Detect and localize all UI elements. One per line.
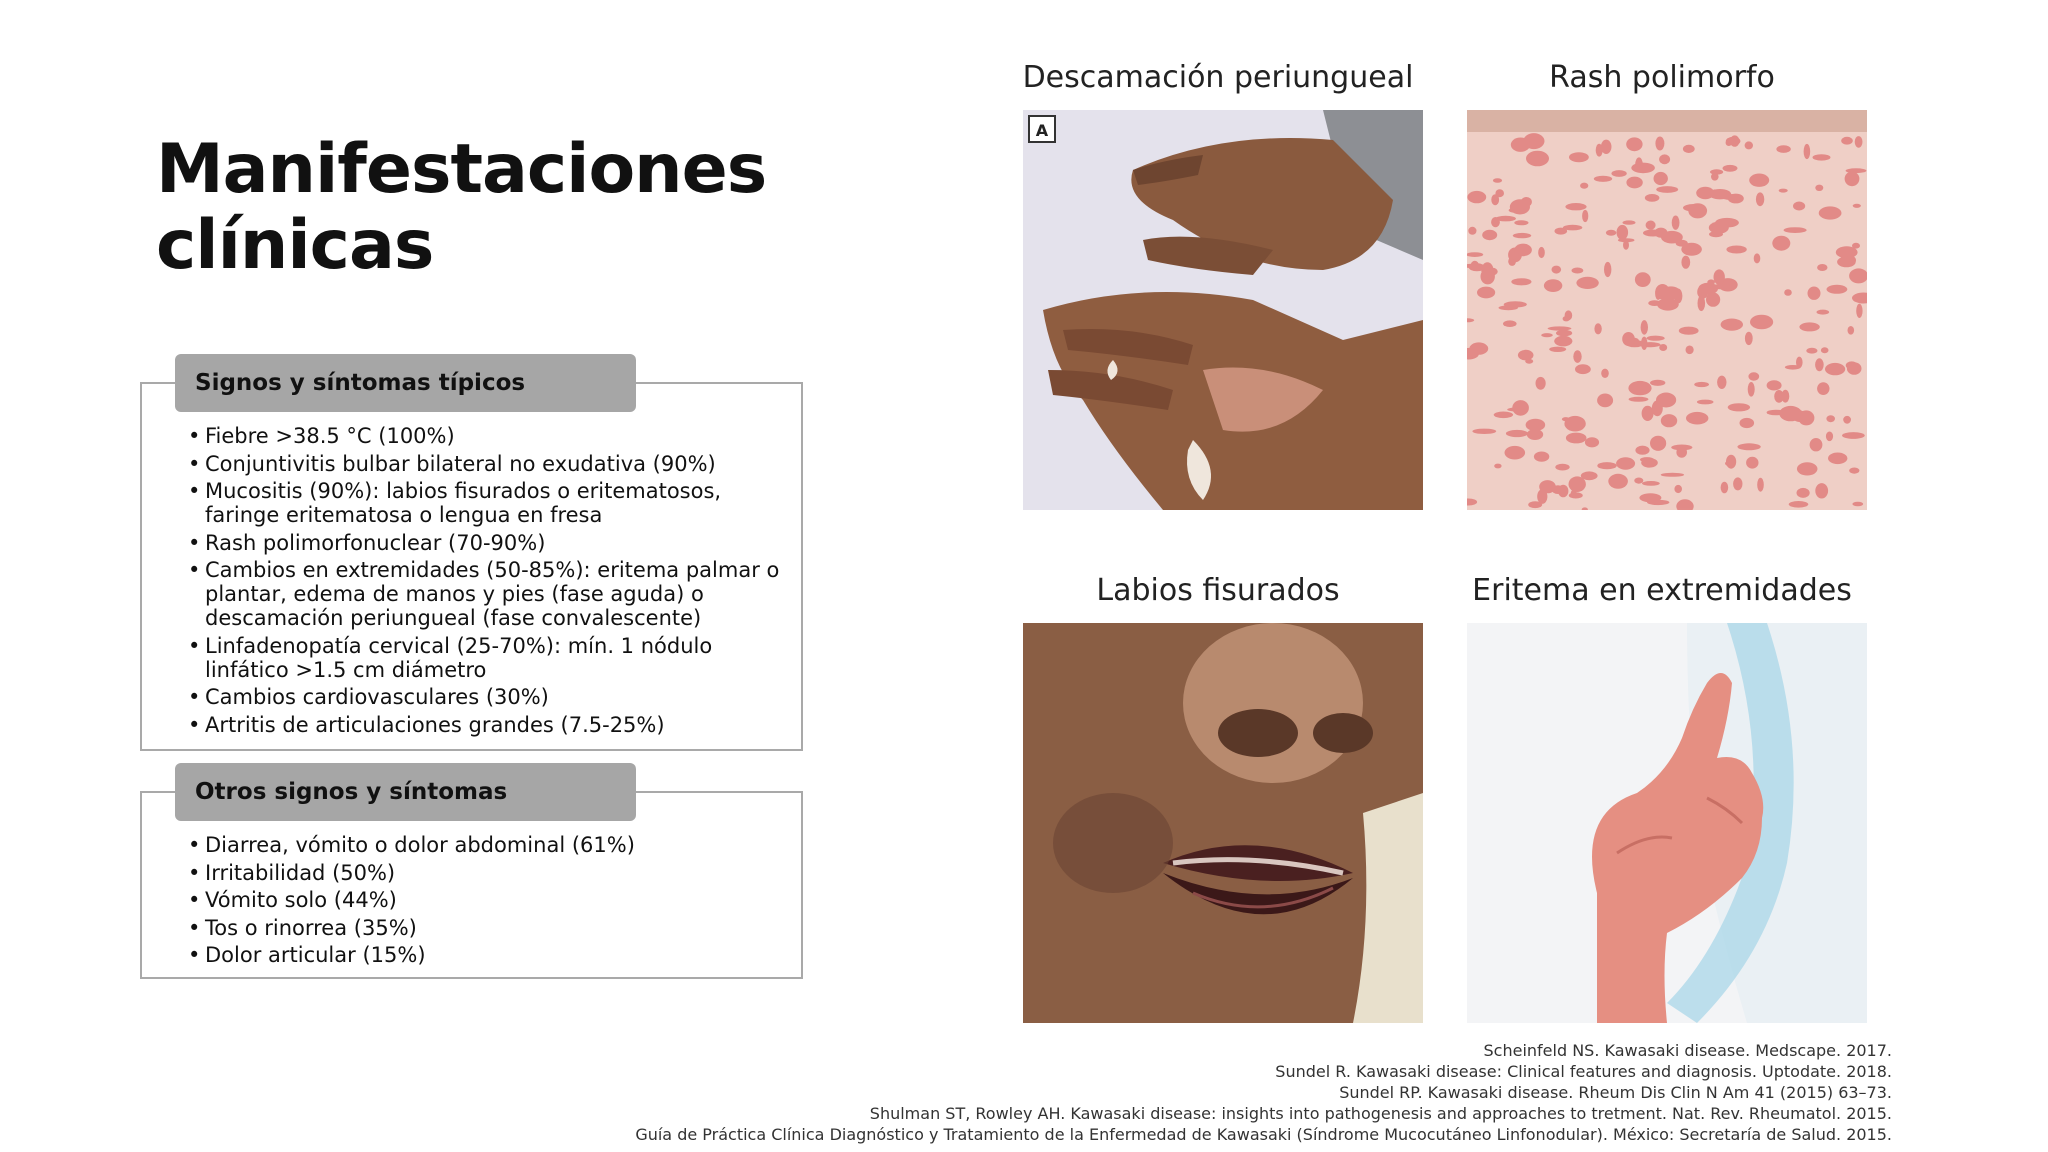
list-item: • Rash polimorfonuclear (70-90%) <box>188 530 546 555</box>
list-item: • Fiebre >38.5 °C (100%) <box>188 424 455 448</box>
list-item: • Tos o rinorrea (35%) <box>188 915 417 940</box>
hand-erythema-photo <box>1467 623 1867 1023</box>
other-signs-list <box>188 833 788 971</box>
list-item: • Cambios en extremidades (50-85%): eritema palmar o plantar, edema de manos y pies (fase aguda) o descamación periungueal (fase convalescente) <box>188 558 780 630</box>
typical-signs-list <box>188 424 788 740</box>
list-item: • Dolor articular (15%) <box>188 943 426 967</box>
photo-caption-labios: Labios fisurados <box>1096 573 1340 608</box>
reference-item: Scheinfeld NS. Kawasaki disease. Medscape. 2017. <box>1483 1041 1892 1060</box>
rash-back-photo <box>1467 110 1867 510</box>
references <box>635 1040 1892 1145</box>
list-item: • Cambios cardiovasculares (30%) <box>188 685 549 709</box>
photo-badge-a: A <box>1035 121 1049 140</box>
list-item: • Vómito solo (44%) <box>188 888 397 912</box>
list-item: • Linfadenopatía cervical (25-70%): mín. 1 nódulo linfático >1.5 cm diámetro <box>188 633 713 682</box>
photo-caption-eritema: Eritema en extremidades <box>1472 573 1852 608</box>
list-item: • Diarrea, vómito o dolor abdominal (61%) <box>188 833 635 857</box>
slide-title-line1: Manifestaciones <box>156 130 767 209</box>
hands-peeling-photo <box>1023 110 1423 510</box>
cracked-lips-photo <box>1023 623 1423 1023</box>
list-item: • Irritabilidad (50%) <box>188 860 396 885</box>
reference-item: Guía de Práctica Clínica Diagnóstico y Tratamiento de la Enfermedad de Kawasaki (Síndrome Mucocutáneo Linfonodular). México: Secretaría de Salud. 2015. <box>635 1125 1892 1144</box>
photo-caption-descamacion: Descamación periungueal <box>1022 60 1414 95</box>
list-item: • Mucositis (90%): labios fisurados o eritematosos, faringe eritematosa o lengua en fresa <box>188 479 722 527</box>
typical-signs-header: Signos y síntomas típicos <box>175 354 636 412</box>
other-signs-header: Otros signos y síntomas <box>175 763 636 821</box>
reference-item: Shulman ST, Rowley AH. Kawasaki disease: insights into pathogenesis and approaches to tretment. Nat. Rev. Rheumatol. 2015. <box>869 1104 1892 1123</box>
list-item: • Artritis de articulaciones grandes (7.5-25%) <box>188 712 665 737</box>
slide-title-line2: clínicas <box>156 206 434 285</box>
slide-title <box>156 132 766 284</box>
reference-item: Sundel RP. Kawasaki disease. Rheum Dis Clin N Am 41 (2015) 63–73. <box>1339 1083 1892 1102</box>
photo-caption-rash: Rash polimorfo <box>1549 60 1775 95</box>
list-item: • Conjuntivitis bulbar bilateral no exudativa (90%) <box>188 451 716 476</box>
reference-item: Sundel R. Kawasaki disease: Clinical features and diagnosis. Uptodate. 2018. <box>1275 1062 1892 1081</box>
